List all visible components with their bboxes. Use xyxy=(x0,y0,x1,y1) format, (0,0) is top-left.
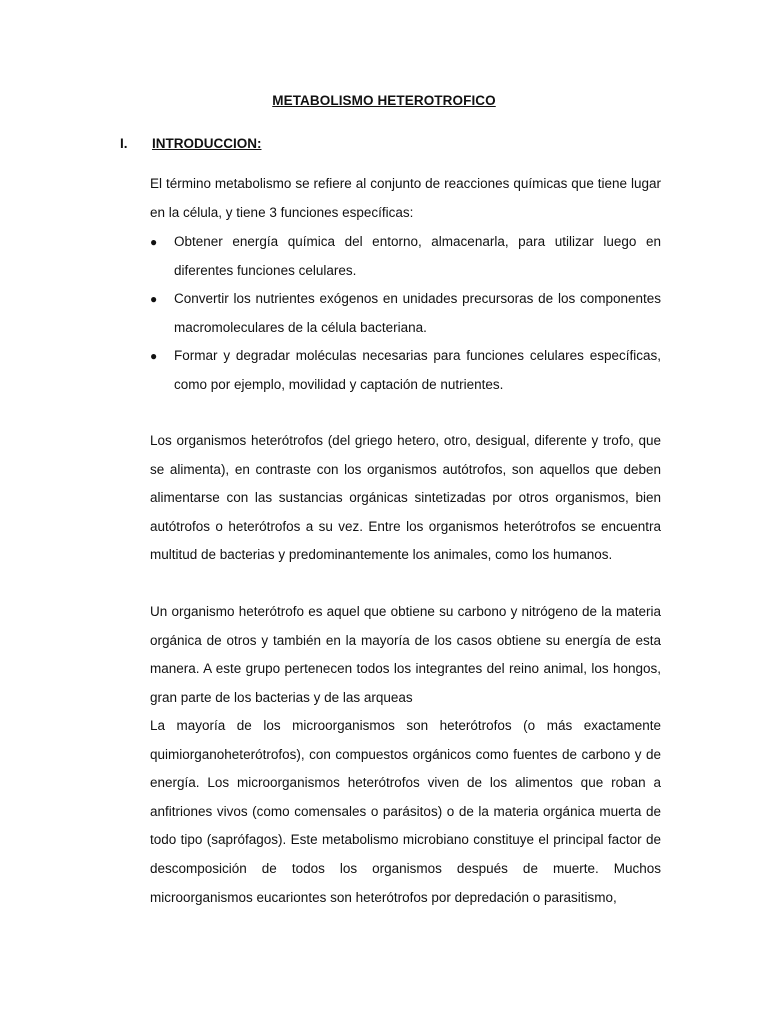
bullet-icon: ● xyxy=(150,235,158,249)
bullet-list xyxy=(150,228,661,400)
bullet-text: Formar y degradar moléculas necesarias para funciones celulares específicas, como por ejemplo, movilidad y captación de nutrientes. xyxy=(174,348,661,392)
bullet-text: Obtener energía química del entorno, almacenarla, para utilizar luego en diferentes funciones celulares. xyxy=(174,234,661,278)
organismo-paragraph: Un organismo heterótrofo es aquel que obtiene su carbono y nitrógeno de la materia orgánica de otros y también en la mayoría de los casos obtiene su energía de esta manera. A este grupo pertenecen todos los integrantes del reino animal, los hongos, gran parte de los bacterias y de las arqueas xyxy=(150,604,661,705)
document-title: METABOLISMO HETEROTROFICO xyxy=(272,93,496,108)
intro-paragraph: El término metabolismo se refiere al conjunto de reacciones químicas que tiene lugar en la célula, y tiene 3 funciones específicas: xyxy=(150,176,661,220)
bullet-icon: ● xyxy=(150,292,158,307)
section-label: INTRODUCCION: xyxy=(152,136,262,151)
list-item xyxy=(150,228,661,285)
section-number: I. xyxy=(120,136,128,151)
bullet-text: Convertir los nutrientes exógenos en unidades precursoras de los componentes macromoleculares de la célula bacteriana. xyxy=(174,291,661,335)
section-heading xyxy=(120,136,262,152)
list-item xyxy=(150,342,661,399)
list-item xyxy=(150,285,661,342)
heterotrofos-paragraph: Los organismos heterótrofos (del griego hetero, otro, desigual, diferente y trofo, que se alimenta), en contraste con los organismos autótrofos, son aquellos que deben alimentarse con las sustancias orgánicas sintetizadas por otros organismos, bien autótrofos o heterótrofos a su vez. Entre los organismos heterótrofos se encuentra multitud de bacterias y predominantemente los animales, como los humanos. xyxy=(150,433,661,563)
mayoria-paragraph: La mayoría de los microorganismos son heterótrofos (o más exactamente quimiorganoheterótrofos), con compuestos orgánicos como fuentes de carbono y de energía. Los microorganismos heterótrofos viven de los alimentos que roban a anfitriones vivos (como comensales o parásitos) o de la materia orgánica muerta de todo tipo (saprófagos). Este metabolismo microbiano constituye el principal factor de descomposición de todos los organismos después de muerte. Muchos microorganismos eucariontes son heterótrofos por depredación o parasitismo, xyxy=(150,718,661,905)
bullet-icon: ● xyxy=(150,349,158,364)
